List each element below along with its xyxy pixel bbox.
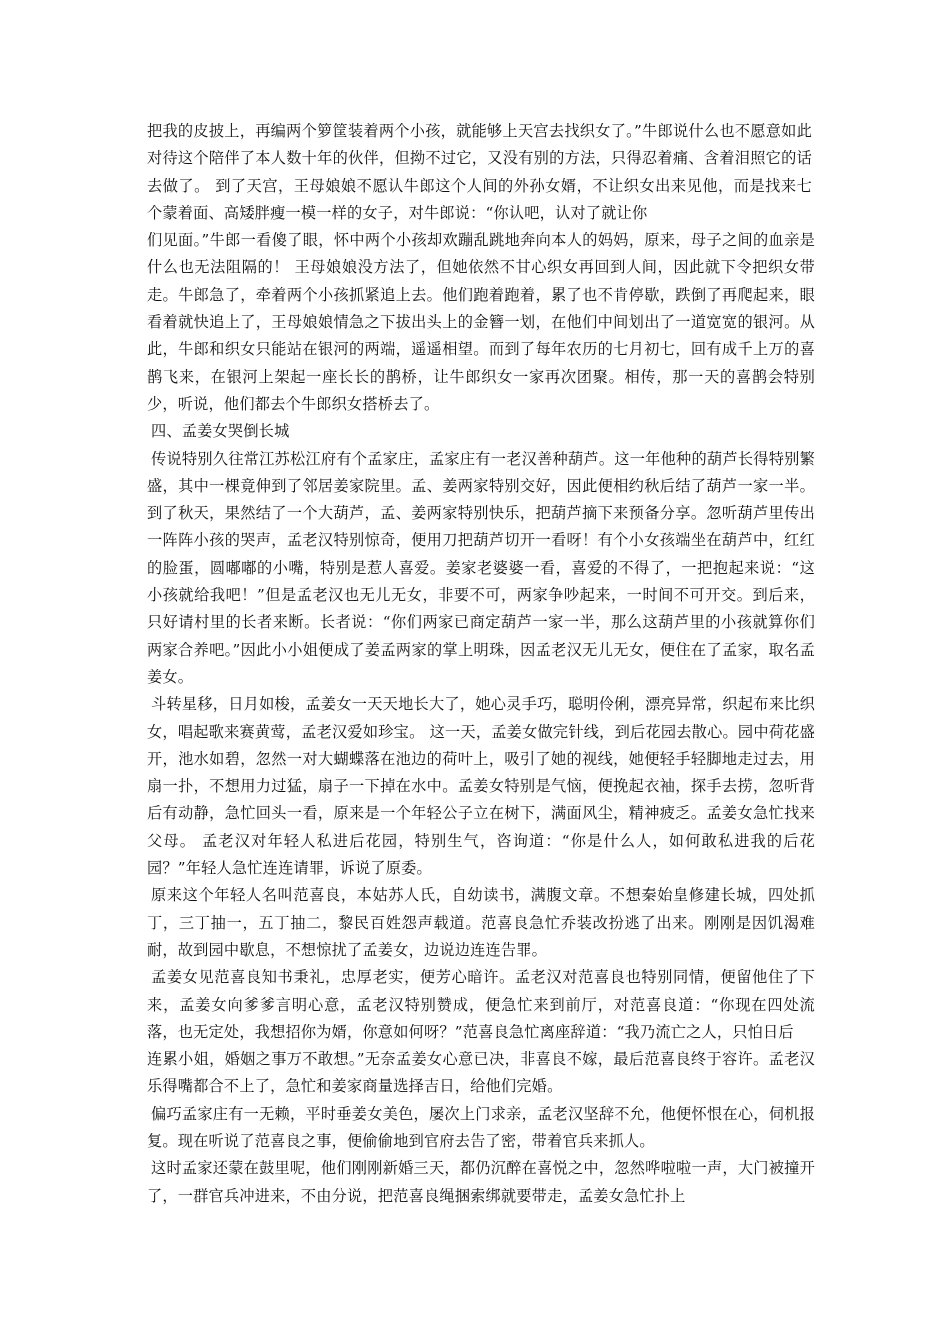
document-page <box>147 118 815 1210</box>
paragraph-6: 孟姜女见范喜良知书秉礼，忠厚老实，便芳心暗许。孟老汉对范喜良也特别同情，便留他住了下来，孟姜女向爹爹言明心意，孟老汉特别赞成，便急忙来到前厅，对范喜良道：“你现在四处流落，也无定处，我想招你为婿，你意如何呀？”范喜良急忙离座辞道：“我乃流亡之人，只怕日后 <box>147 968 815 1041</box>
section-heading: 四、孟姜女哭倒长城 <box>151 422 290 441</box>
paragraph-2: 们见面。”牛郎一看傻了眼，怀中两个小孩却欢蹦乱跳地奔向本人的妈妈，原来，母子之间的血亲是什么也无法阻隔的！ 王母娘娘没方法了，但她依然不甘心织女再回到人间，因此就下令把织女带走。牛郎急了，牵着两个小孩抓紧追上去。他们跑着跑着，累了也不肯停歇，跌倒了再爬起来，眼看着就快追上了，王母娘娘情急之下拔出头上的金簪一划，在他们中间划出了一道宽宽的银河。从此，牛郎和织女只能站在银河的两端，遥遥相望。而到了每年农历的七月初七，回有成千上万的喜鹊飞来，在银河上架起一座长长的鹊桥，让牛郎织女一家再次团聚。相传，那一天的喜鹊会特别少，听说，他们都去个牛郎织女搭桥去了。 <box>147 231 815 413</box>
paragraph-4: 斗转星移，日月如梭，孟姜女一天天地长大了，她心灵手巧，聪明伶俐，漂亮异常，织起布来比织女，唱起歌来赛黄莺，孟老汉爱如珍宝。 这一天，孟姜女做完针线，到后花园去散心。园中荷花盛开，池水如碧，忽然一对大蝴蝶落在池边的荷叶上，吸引了她的视线，她便轻手轻脚地走过去，用扇一扑，不想用力过猛，扇子一下掉在水中。孟姜女特别是气恼，便挽起衣袖，探手去捞，忽听背后有动静，急忙回头一看，原来是一个年轻公子立在树下，满面风尘，精神疲乏。孟姜女急忙找来父母。 孟老汉对年轻人私进后花园，特别生气，咨询道：“你是什么人，如何敢私进我的后花园？”年轻人急忙连连请罪，诉说了原委。 <box>147 695 815 878</box>
paragraph-5: 原来这个年轻人名叫范喜良，本姑苏人氏，自幼读书，满腹文章。不想秦始皇修建长城，四处抓丁，三丁抽一，五丁抽二，黎民百姓怨声载道。范喜良急忙乔装改扮逃了出来。刚刚是因饥渴难耐，故到园中歇息，不想惊扰了孟姜女，边说边连连告罪。 <box>147 886 815 959</box>
paragraph-1: 把我的皮披上，再编两个箩筐装着两个小孩，就能够上天宫去找织女了。”牛郎说什么也不愿意如此对待这个陪伴了本人数十年的伙伴，但拗不过它，又没有别的方法，只得忍着痛、含着泪照它的话去做了。 到了天宫，王母娘娘不愿认牛郎这个人间的外孙女婿，不让织女出来见他，而是找来七个蒙着面、高矮胖瘦一模一样的女子，对牛郎说：“你认吧，认对了就让你 <box>147 122 812 222</box>
paragraph-8: 偏巧孟家庄有一无赖，平时垂姜女美色，屡次上门求亲，孟老汉坚辞不允，他便怀恨在心，伺机报复。现在听说了范喜良之事，便偷偷地到官府去告了密，带着官兵来抓人。 <box>147 1104 815 1150</box>
paragraph-9: 这时孟家还蒙在鼓里呢，他们刚刚新婚三天，都仍沉醉在喜悦之中，忽然哗啦啦一声，大门被撞开了，一群官兵冲进来，不由分说，把范喜良绳捆索绑就要带走，孟姜女急忙扑上 <box>147 1159 815 1205</box>
paragraph-7: 连累小姐，婚姻之事万不敢想。”无奈孟姜女心意已决，非喜良不嫁，最后范喜良终于容许。孟老汉乐得嘴都合不上了，急忙和姜家商量选择吉日，给他们完婚。 <box>147 1050 815 1096</box>
paragraph-3: 传说特别久往常江苏松江府有个孟家庄，孟家庄有一老汉善种葫芦。这一年他种的葫芦长得特别繁盛，其中一棵竟伸到了邻居姜家院里。孟、姜两家特别交好，因此便相约秋后结了葫芦一家一半。到了秋天，果然结了一个大葫芦，孟、姜两家特别快乐，把葫芦摘下来预备分享。忽听葫芦里传出一阵阵小孩的哭声，孟老汉特别惊奇，便用刀把葫芦切开一看呀！有个小女孩端坐在葫芦中，红红的脸蛋，圆嘟嘟的小嘴，特别是惹人喜爱。姜家老婆婆一看，喜爱的不得了，一把抱起来说：“这小孩就给我吧！”但是孟老汉也无儿无女，非要不可，两家争吵起来，一时间不可开交。到后来，只好请村里的长者来断。长者说：“你们两家已商定葫芦一家一半，那么这葫芦里的小孩就算你们两家合养吧。”因此小小姐便成了姜孟两家的掌上明珠，因孟老汉无儿无女，便住在了孟家，取名孟姜女。 <box>147 449 815 686</box>
